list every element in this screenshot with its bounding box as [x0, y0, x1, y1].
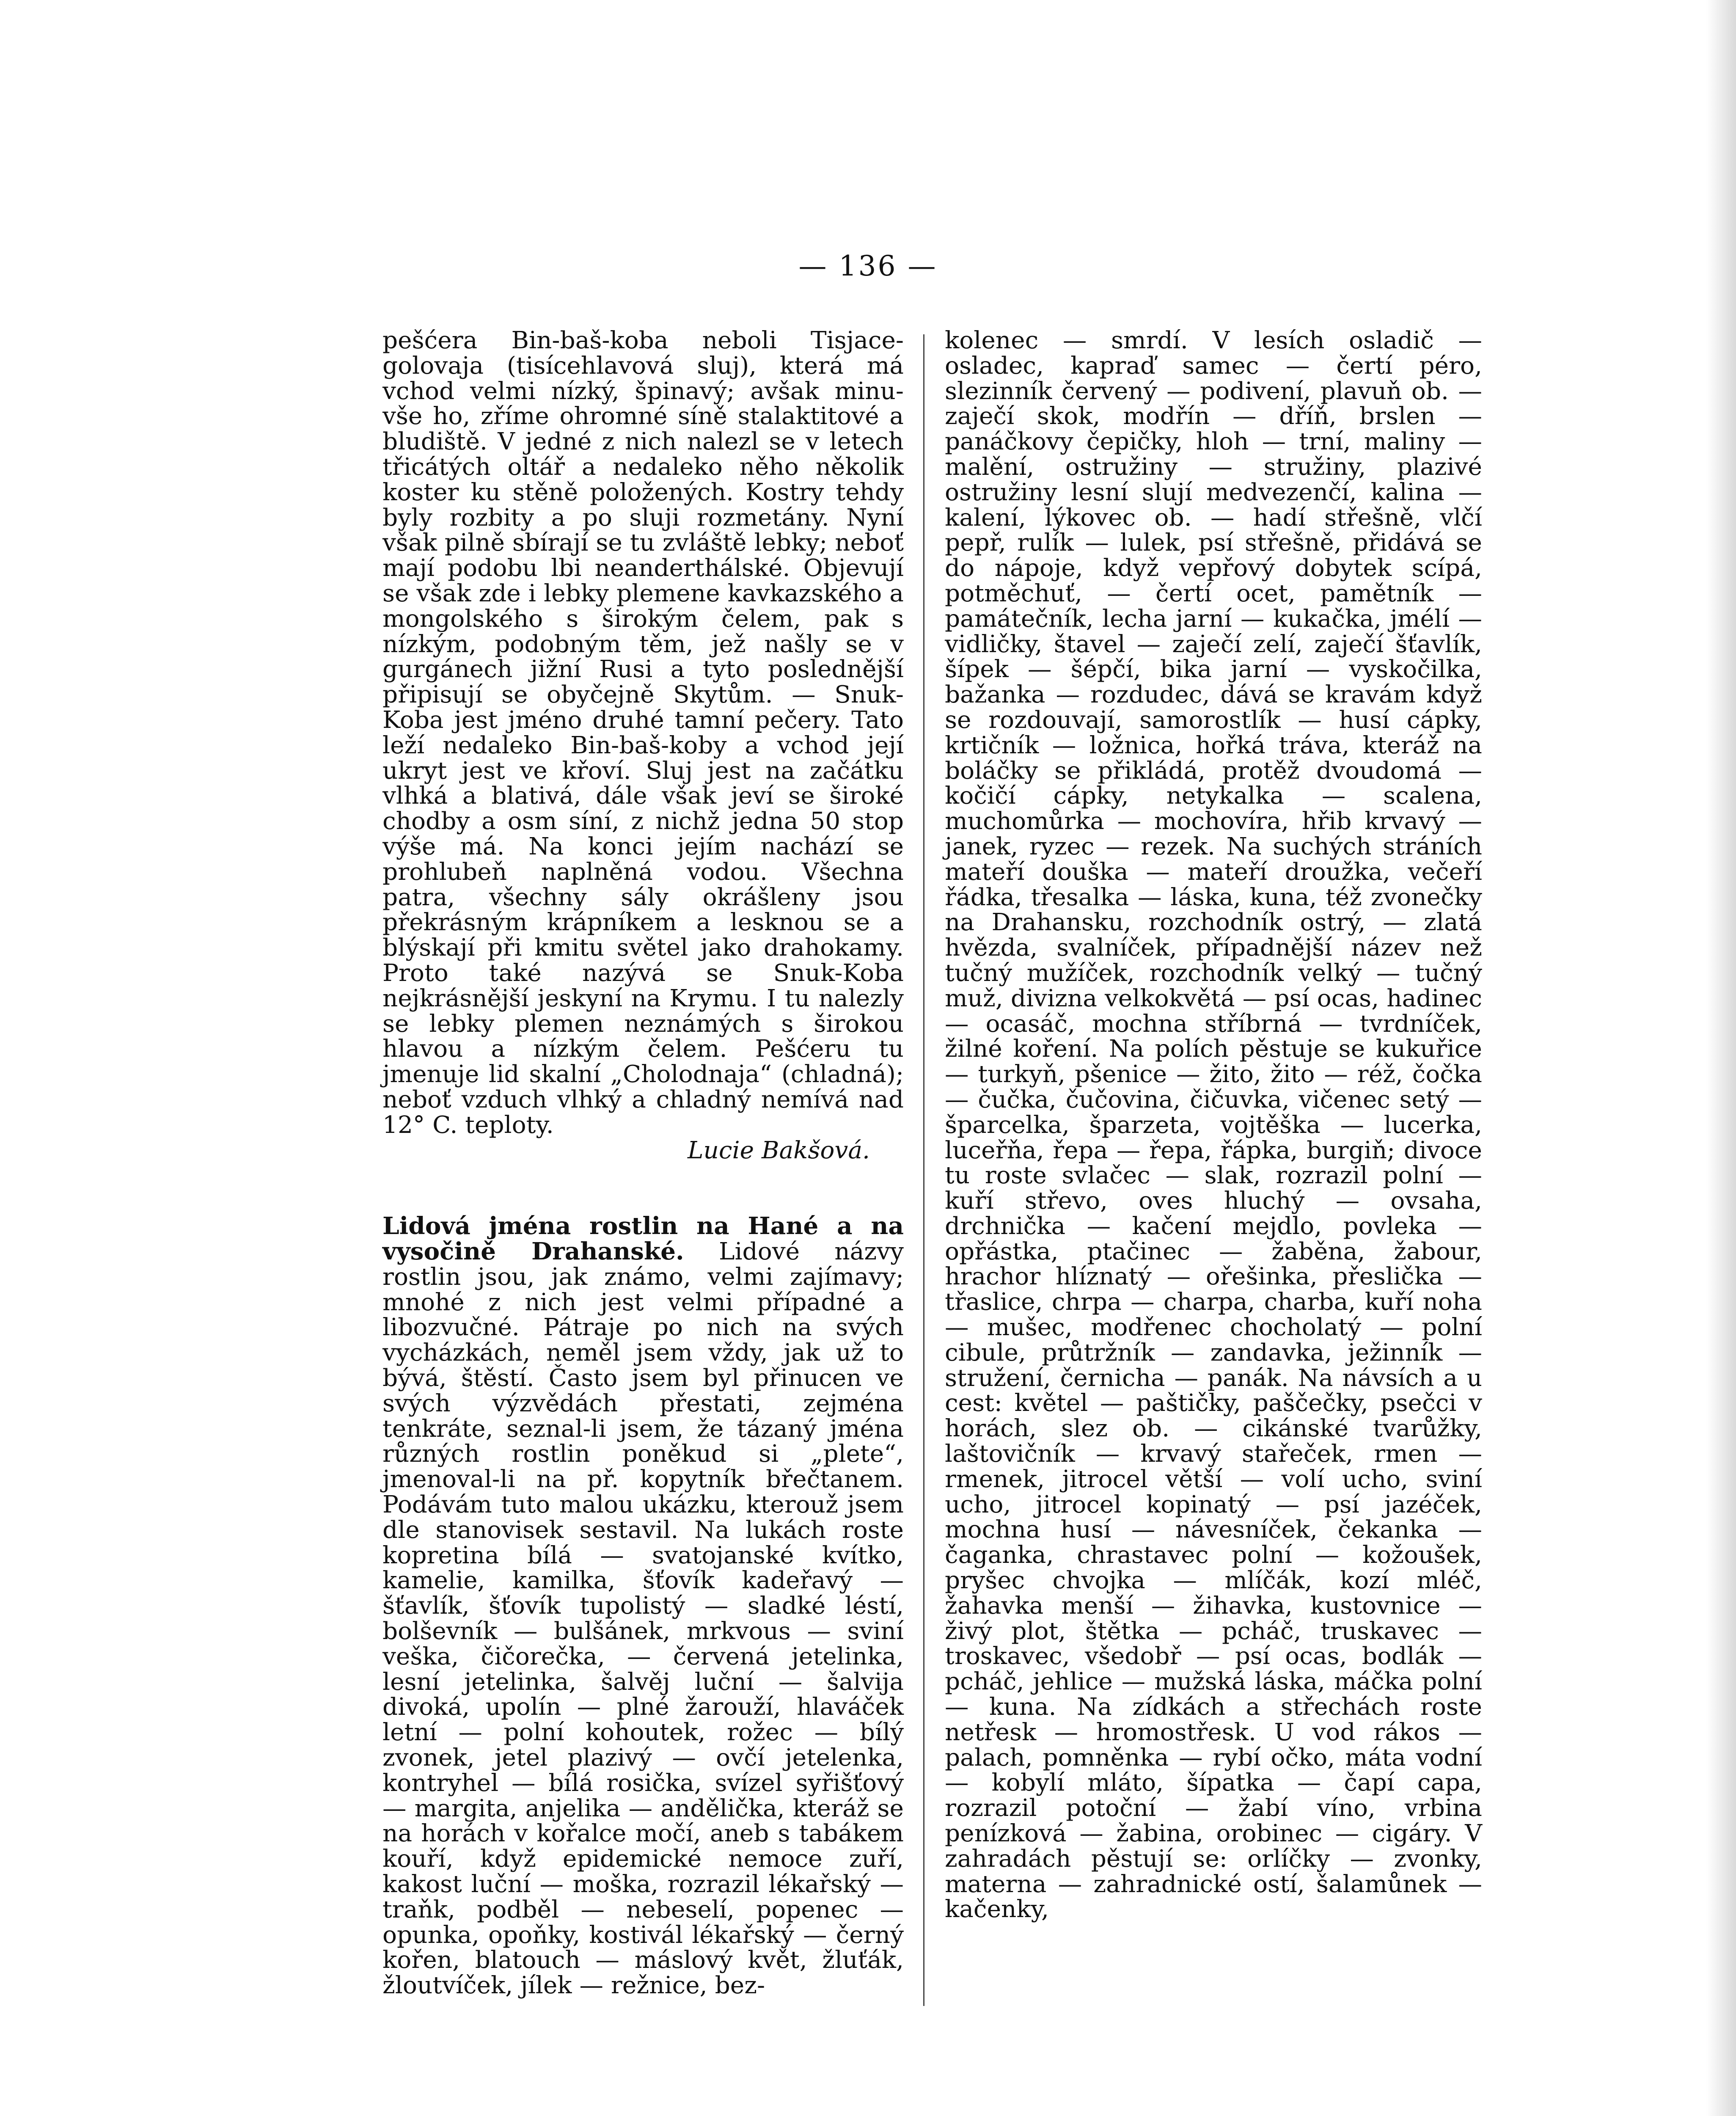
- page-edge-shadow: [1706, 0, 1736, 2116]
- section-spacer: [382, 1163, 904, 1214]
- plant-names-continuation: kolenec — smrdí. V lesích osladič — osladec, kapraď samec — čertí péro, slezinník červený — podivení, plavuň ob. — zaječí skok, modřín — dříň, brslen — panáčkovy čepičky, hloh — trní, maliny — malění, ostružiny — stružiny, plazivé ostružiny lesní slují medvezenčí, kalina — kalení, lýkovec ob. — hadí střešně, vlčí pepř, rulík — lulek, psí střešně, přidává se do nápoje, když vepřový dobytek scípá, potměchuť, — čertí ocet, pamětník — památečník, lecha jarní — kukačka, jmélí — vidličky, štavel — zaječí zelí, zaječí šťavlík, šípek — šépčí, bika jarní — vyskočilka, bažanka — rozdudec, dává se kravám když se rozdouvají, samorostlík — husí cápky, krtičník — ložnica, hořká tráva, kteráž na boláčky se přikládá, protěž dvoudomá — kočičí cápky, netykalka — scalena, muchomůrka — mochovíra, hřib krvavý — janek, ryzec — rezek. Na suchých stráních mateří douška — mateří droužka, večeří řádka, třesalka — láska, kuna, též zvonečky na Drahansku, rozchodník ostrý, — zlatá hvězda, svalníček, případnější název než tučný mužíček, rozchodník velký — tučný muž, divizna velkokvětá — psí ocas, hadinec — ocasáč, mochna stříbrná — tvrdníček, žilné koření. Na polích pěstuje se kukuřice — turkyň, pšenice — žito, žito — réž, čočka — čučka, čučovina, čičuvka, vičenec setý — šparcelka, šparzeta, vojtěška — lucerka, luceřňa, řepa — řepa, řápka, burgiň; divoce tu roste svlačec — slak, rozrazil polní — kuří střevo, oves hluchý — ovsaha, drchnička — kačení mejdlo, povleka — opřástka, ptačinec — žaběna, žabour, hrachor hlíznatý — ořešinka, přeslička — třaslice, chrpa — charpa, charba, kuří noha — mušec, modřenec chocholatý — polní cibule, průtržník — zandavka, ježinník — stružení, černicha — panák. Na návsích a u cest: květel — paštičky, paščečky, psečci v horách, slez ob. — cikánské tvarůžky, laštovičník — krvavý stařeček, rmen — rmenek, jitrocel větší — volí ucho, sviní ucho, jitrocel kopinatý — psí jazéček, mochna husí — návesníček, čekanka — čaganka, chrastavec polní — kožoušek, pryšec chvojka — mlíčák, kozí mléč, žahavka menší — žihavka, kustovnice — živý plot, štětka — pcháč, truskavec — troskavec, všedobř — psí ocas, bodlák — pcháč, jehlice — mužská láska, máčka polní — kuna. Na zídkách a střechách roste netřesk — hromostřesk. U vod rákos — palach, pomněnka — rybí očko, máta vodní — kobylí mláto, šípatka — čapí capa, rozrazil potoční — žabí víno, vrbina penízková — žabina, orobinec — cigáry. V zahradách pěstují se: orlíčky — zvonky, materna — zahradnické ostí, šalamůnek — kačenky,: [945, 327, 1482, 1923]
- article-title: Lidová jména rostlin na Hané a na vysočině Drahanské.: [382, 1212, 904, 1266]
- author-signature: Lucie Bakšová.: [687, 1136, 870, 1164]
- column-divider: [923, 334, 924, 2006]
- right-column: [945, 328, 1482, 1922]
- article-body: Lidové názvy rostlin jsou, jak známo, velmi zajímavy; mnohé z nich jest velmi případné a libozvučné. Pátraje po nich na svých vycházkách, neměl jsem vždy, jak už to bývá, štěstí. Často jsem byl přinucen ve svých výzvědách přestati, zejména tenkráte, seznal-li jsem, že tázaný jména různých rostlin poněkud si „plete“, jmenoval-li na př. kopytník břečtanem. Podávám tuto malou ukázku, kterouž jsem dle stanovisek sestavil. Na lukách roste kopretina bílá — svatojanské kvítko, kamelie, kamilka, šťovík kadeřavý — šťavlík, šťovík tupolistý — sladké léstí, bolševník — bulšánek, mrkvous — sviní veška, čičorečka, — červená jetelinka, lesní jetelinka, šalvěj luční — šalvija divoká, upolín — plné žarouží, hlaváček letní — polní kohoutek, rožec — bílý zvonek, jetel plazivý — ovčí jetelenka, kontryhel — bílá rosička, svízel syřišťový — margita, anjelika — andělička, kteráž se na horách v kořalce močí, aneb s tabákem kouří, když epidemické nemoce zuří, kakost luční — moška, rozrazil lékařský — traňk, podběl — nebeselí, popenec — opunka, opoňky, kostivál lékařský — černý kořen, blatouch — máslový květ, žluťák, žloutvíček, jílek — režnice, bez-: [382, 1238, 904, 2000]
- left-column: [382, 328, 904, 1998]
- plant-names-article: [382, 1214, 904, 1998]
- cave-article-paragraph: pešćera Bin-baš-koba neboli Tisjace-golovaja (tisícehlavová sluj), která má vchod velmi nízký, špinavý; avšak minu-vše ho, zříme ohromné síně stalaktitové a bludiště. V jedné z nich nalezl se v letech třicátých oltář a nedaleko něho několik koster ku stěně položených. Kostry tehdy byly rozbity a po sluji rozmetány. Nyní však pilně sbírají se tu zvláště lebky; neboť mají podobu lbi neanderthálské. Objevují se však zde i lebky plemene kavkazského a mongolského s širokým čelem, pak s nízkým, podobným těm, jež našly se v gurgánech jižní Rusi a tyto poslednější připisují se obyčejně Skytům. — Snuk-Koba jest jméno druhé tamní pečery. Tato leží nedaleko Bin-baš-koby a vchod její ukryt jest ve křoví. Sluj jest na začátku vlhká a blativá, dále však jeví se široké chodby a osm síní, z nichž jedna 50 stop výše má. Na konci jejím nachází se prohlubeň naplněná vodou. Všechna patra, všechny sály okrášleny jsou překrásným krápníkem a lesknou se a blýskají při kmitu světel jako drahokamy. Proto také nazývá se Snuk-Koba nejkrásnější jeskyní na Krymu. I tu nalezly se lebky plemen neznámých s širokou hlavou a nízkým čelem. Pešćeru tu jmenuje lid skalní „Cholodnaja“ (chladná); neboť vzduch vlhký a chladný nemívá nad 12° C. teploty.: [382, 327, 904, 1139]
- page-number: — 136 —: [798, 250, 938, 282]
